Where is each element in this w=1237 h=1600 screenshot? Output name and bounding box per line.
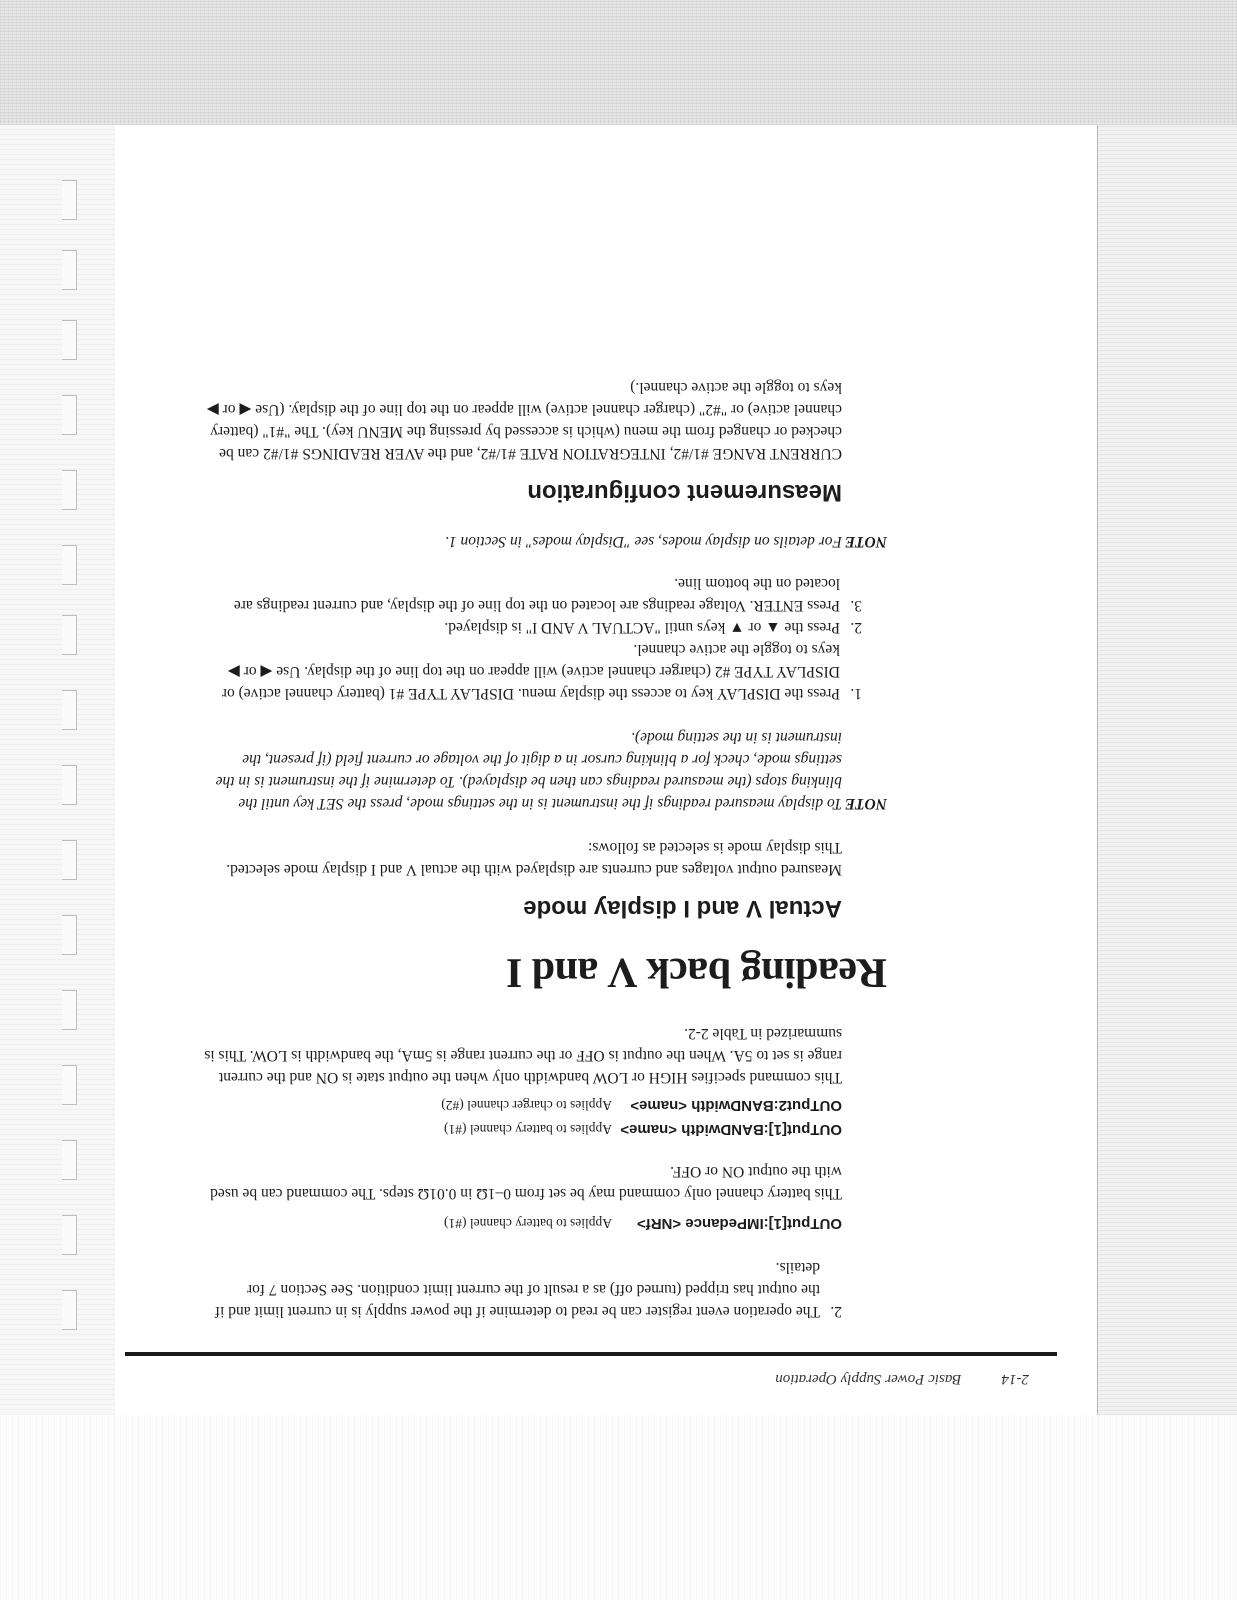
- command-name: OUTput2:BANDwidth <name>: [630, 1097, 842, 1114]
- binder-mark: [62, 470, 77, 510]
- note-label: NOTE: [844, 795, 887, 812]
- scan-right-margin: [1097, 125, 1237, 1415]
- subsection-title: Actual V and I display mode: [523, 895, 842, 922]
- command-applies: Applies to battery channel (#1): [444, 1216, 612, 1231]
- command-name: OUTput[1]:IMPedance <NRf>: [636, 1215, 842, 1232]
- section-title: Reading back V and I: [506, 949, 887, 995]
- scan-top-edge: [0, 0, 1237, 125]
- scan-bottom-area: [0, 1415, 1237, 1600]
- subsection-intro: [202, 836, 842, 880]
- binder-mark: [62, 1140, 77, 1180]
- binder-mark: [62, 1290, 77, 1330]
- binder-mark: [62, 990, 77, 1030]
- page-number: 2-14: [1001, 1371, 1029, 1387]
- step-number: 1.: [850, 685, 862, 702]
- binder-mark: [62, 320, 77, 360]
- binder-mark: [62, 615, 77, 655]
- header-rule: [125, 1352, 1057, 1356]
- step-number: 2.: [850, 619, 862, 636]
- step-text: Press the ▲ or ▼ keys until "ACTUAL V AND I" is displayed.: [444, 619, 840, 636]
- binder-mark: [62, 180, 77, 220]
- paragraph: Measured output voltages and currents are displayed with the actual V and I display mode selected. This display mode is selected as follows:: [226, 839, 842, 878]
- binder-mark: [62, 1215, 77, 1255]
- step-item: [197, 616, 862, 638]
- binder-mark: [62, 250, 77, 290]
- step-item: [197, 638, 862, 704]
- item-text: The operation event register can be read to determine if the power supply is in current limit and if the output has tripped (turned off) as a result of the current limit condition. See Section 7 for details.: [214, 1259, 820, 1320]
- step-text: Press the DISPLAY key to access the display menu. DISPLAY TYPE #1 (battery channel active) or DISPLAY TYPE #2 (charger channel active) will appear on the top line of the display. Use ◀ or ▶ keys to toggle the active channel.: [221, 641, 840, 702]
- item-number: 2.: [830, 1303, 842, 1320]
- command-name: OUTput[1]:BANDwidth <name>: [620, 1121, 842, 1138]
- binder-mark: [62, 690, 77, 730]
- subsection-body: [202, 376, 842, 464]
- binder-mark: [62, 765, 77, 805]
- bandwidth-description: [202, 1022, 842, 1088]
- impedance-description: [202, 1160, 842, 1204]
- document-page: [115, 125, 1097, 1415]
- paragraph: CURRENT RANGE #1/#2, INTEGRATION RATE #1/#2, and the AVER READINGS #1/#2 can be checked or changed from the menu (which is accessed by pressing the MENU key). The "#1" (battery channel active) or "#2" (charger channel active) will appear on the top line of the display. (Use ◀ or ▶ keys to toggle the active channel.): [206, 379, 842, 462]
- subsection-title: Measurement configuration: [527, 479, 842, 506]
- scan-left-margin: [0, 125, 115, 1415]
- binder-mark: [62, 545, 77, 585]
- note-block: [157, 726, 887, 814]
- page-content: [157, 376, 1057, 1387]
- steps-list: [197, 572, 862, 704]
- binder-mark: [62, 915, 77, 955]
- binder-mark: [62, 1065, 77, 1105]
- step-item: [197, 572, 862, 616]
- paragraph: This battery channel only command may be set from 0–1Ω in 0.01Ω steps. The command can be used with the output ON or OFF.: [210, 1163, 842, 1202]
- command-row: [157, 1118, 842, 1140]
- note-text: For details on display modes, see "Display modes" in Section 1.: [444, 533, 842, 550]
- note-block: [157, 530, 887, 552]
- paragraph: This command specifies HIGH or LOW bandwidth only when the output state is ON and the current range is set to 5A. When the output is OFF or the current range is 5mA, the bandwidth is LOW. This is summarized in Table 2-2.: [204, 1025, 842, 1086]
- intro-item: [202, 1256, 842, 1322]
- step-text: Press ENTER. Voltage readings are located on the top line of the display, and current readings are located on the bottom line.: [233, 575, 840, 614]
- command-row: [157, 1094, 842, 1116]
- running-title: Basic Power Supply Operation: [775, 1371, 962, 1387]
- step-number: 3.: [850, 597, 862, 614]
- binder-mark: [62, 395, 77, 435]
- note-label: NOTE: [844, 533, 887, 550]
- command-applies: Applies to charger channel (#2): [441, 1098, 612, 1113]
- numbered-item: [202, 1256, 842, 1322]
- running-head: [157, 1370, 1057, 1387]
- command-row: [157, 1212, 842, 1234]
- note-text: To display measured readings if the instrument is in the settings mode, press the SET key until the blinking stops (the measured readings can then be displayed). To determine if the instrument is in the settings mode, check for a blinking cursor in a digit of the voltage or current field (if present, the instrument is in the setting mode).: [215, 729, 842, 812]
- command-applies: Applies to battery channel (#1): [444, 1122, 612, 1137]
- binder-mark: [62, 840, 77, 880]
